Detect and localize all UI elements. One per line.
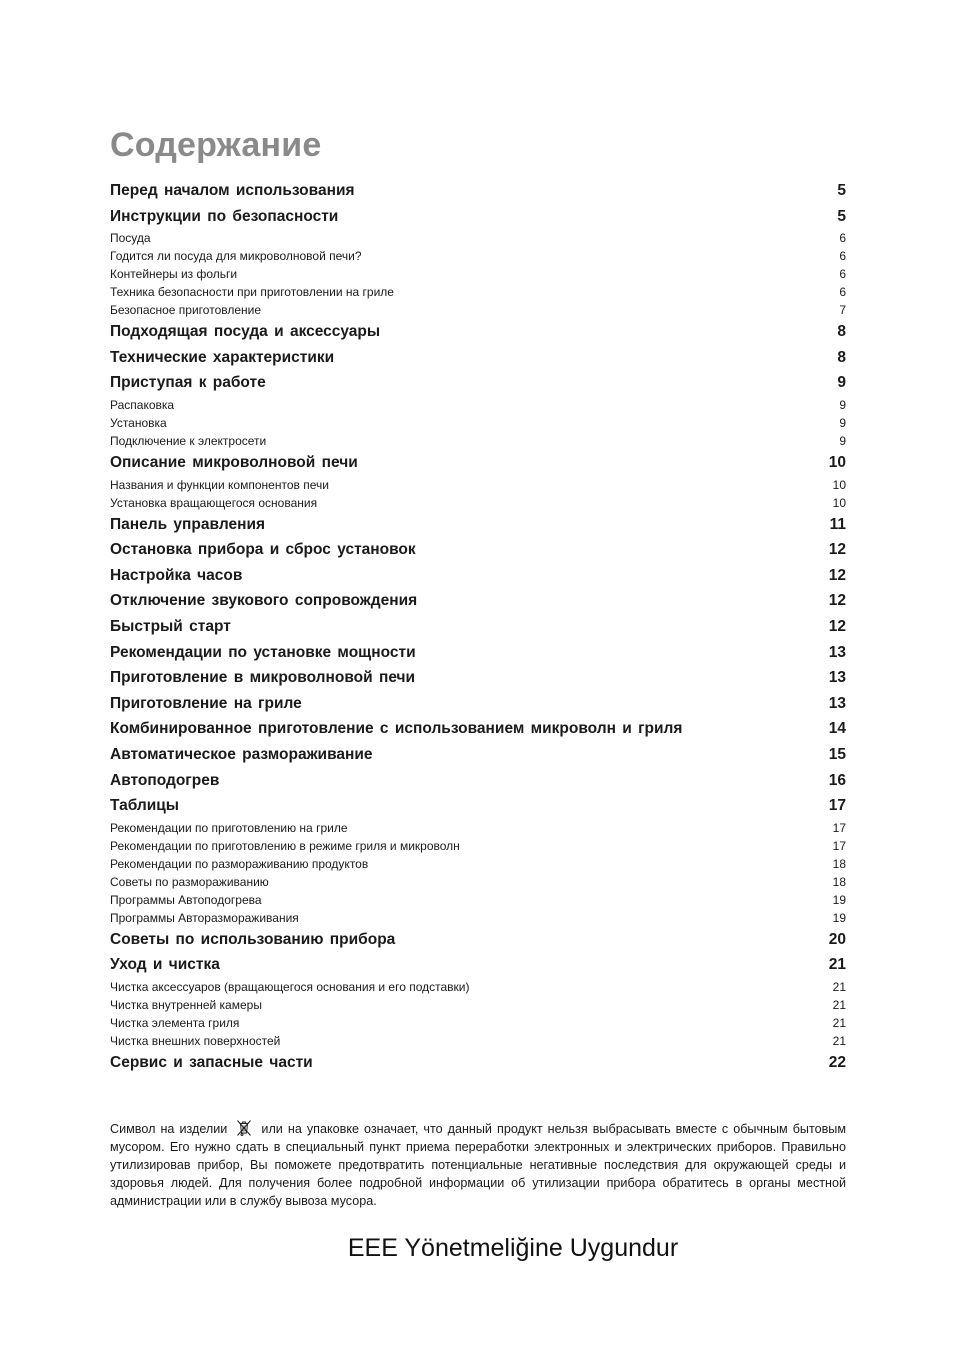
- toc-entry-label: Инструкции по безопасности: [110, 207, 339, 225]
- toc-entry-label: Чистка аксессуаров (вращающегося основания и его подставки): [110, 979, 470, 994]
- toc-subentry[interactable]: [110, 476, 846, 494]
- toc-entry-label: Отключение звукового сопровождения: [110, 592, 418, 610]
- toc-entry-label: Установка: [110, 415, 167, 430]
- toc-page-number: 6: [839, 285, 846, 300]
- toc-subentry[interactable]: [110, 247, 846, 265]
- toc-entry[interactable]: [110, 204, 846, 230]
- toc-entry[interactable]: [110, 927, 846, 953]
- toc-page-number: 10: [832, 477, 846, 492]
- toc-page-number: 9: [839, 433, 846, 448]
- toc-page-number: 10: [832, 495, 846, 510]
- toc-entry-label: Подключение к электросети: [110, 433, 267, 448]
- toc-page-number: 11: [829, 515, 846, 533]
- toc-page-number: 21: [832, 1033, 846, 1048]
- compliance-text: EEE Yönetmeliğine Uygundur: [347, 1234, 679, 1262]
- toc-page-number: 7: [839, 303, 846, 318]
- toc-subentry[interactable]: [110, 978, 846, 996]
- compliance-footer: [0, 1234, 954, 1263]
- toc-entry[interactable]: [110, 512, 846, 538]
- toc-entry-label: Панель управления: [110, 515, 266, 533]
- toc-page-number: 14: [828, 720, 846, 738]
- toc-page-number: 13: [828, 669, 846, 687]
- toc-page-number: 16: [828, 771, 846, 789]
- toc-page-number: 13: [828, 643, 846, 661]
- toc-entry-label: Рекомендации по приготовлению на гриле: [110, 820, 348, 835]
- toc-subentry[interactable]: [110, 909, 846, 927]
- toc-entry[interactable]: [110, 768, 846, 794]
- toc-page-number: 19: [832, 910, 846, 925]
- toc-entry-label: Установка вращающегося основания: [110, 495, 318, 510]
- toc-page-number: 13: [828, 694, 846, 712]
- toc-page-number: 5: [837, 207, 846, 225]
- toc-entry-label: Быстрый старт: [110, 617, 231, 635]
- toc-entry-label: Приготовление в микроволновой печи: [110, 669, 416, 687]
- toc-entry-label: Описание микроволновой печи: [110, 453, 358, 471]
- toc-subentry[interactable]: [110, 414, 846, 432]
- toc-subentry[interactable]: [110, 873, 846, 891]
- toc-subentry[interactable]: [110, 996, 846, 1014]
- toc-entry[interactable]: [110, 1050, 846, 1076]
- toc-subentry[interactable]: [110, 1014, 846, 1032]
- toc-entry-label: Приступая к работе: [110, 374, 266, 392]
- toc-page-number: 9: [839, 397, 846, 412]
- toc-page-number: 21: [832, 997, 846, 1012]
- toc-page-number: 9: [839, 415, 846, 430]
- page-title: Содержание: [110, 126, 322, 164]
- toc-page-number: 15: [828, 745, 846, 763]
- toc-entry-label: Годится ли посуда для микроволновой печи?: [110, 249, 362, 264]
- toc-page-number: 5: [837, 182, 846, 199]
- toc-subentry[interactable]: [110, 1032, 846, 1050]
- toc-entry-label: Советы по размораживанию: [110, 874, 269, 889]
- toc-subentry[interactable]: [110, 432, 846, 450]
- toc-entry-label: Рекомендации по размораживанию продуктов: [110, 856, 369, 871]
- toc-page-number: 22: [828, 1053, 846, 1071]
- toc-page-number: 18: [832, 874, 846, 889]
- notice-text-rest: или на упаковке означает, что данный продукт нельзя выбрасывать вместе с обычным бытовым мусором. Его нужно сдать в специальный пункт приема переработки электронных и электрических приборов. Правильно утилизировав прибор, Вы поможете предотвратить потенциальные негативные последствия для окружающей среды и здоровья людей. Для получения более подробной информации об утилизации прибора обратитесь в органы местной администрации или в службу вывоза мусора.: [110, 1122, 847, 1208]
- toc-subentry[interactable]: [110, 301, 846, 319]
- toc-page-number: 17: [832, 820, 846, 835]
- toc-page-number: 19: [832, 892, 846, 907]
- toc-entry-label: Советы по использованию прибора: [110, 930, 396, 948]
- toc-page-number: 18: [832, 856, 846, 871]
- toc-entry[interactable]: [110, 319, 846, 345]
- crossed-out-wheelie-bin-icon: [236, 1119, 252, 1137]
- toc-entry[interactable]: [110, 178, 846, 204]
- toc-entry-label: Автоматическое размораживание: [110, 745, 373, 763]
- toc-subentry[interactable]: [110, 229, 846, 247]
- toc-entry-label: Распаковка: [110, 397, 175, 412]
- toc-page-number: 8: [837, 348, 846, 366]
- toc-page-number: 6: [839, 249, 846, 264]
- toc-entry[interactable]: [110, 588, 846, 614]
- toc-entry[interactable]: [110, 793, 846, 819]
- toc-entry-label: Рекомендации по установке мощности: [110, 643, 416, 661]
- toc-subentry[interactable]: [110, 891, 846, 909]
- toc-entry[interactable]: [110, 716, 846, 742]
- toc-entry-label: Чистка внутренней камеры: [110, 997, 262, 1012]
- toc-entry-label: Технические характеристики: [110, 348, 335, 366]
- toc-page-number: 6: [839, 267, 846, 282]
- toc-subentry[interactable]: [110, 265, 846, 283]
- toc-page-number: 12: [828, 617, 846, 635]
- toc-page-number: 8: [837, 323, 846, 341]
- toc-entry-label: Чистка внешних поверхностей: [110, 1033, 281, 1048]
- toc-entry[interactable]: [110, 450, 846, 476]
- toc-entry-label: Автоподогрев: [110, 771, 220, 789]
- toc-entry[interactable]: [110, 952, 846, 978]
- toc-entry[interactable]: [110, 691, 846, 717]
- toc-entry[interactable]: [110, 370, 846, 396]
- toc-entry-label: Подходящая посуда и аксессуары: [110, 323, 381, 341]
- toc-entry-label: Контейнеры из фольги: [110, 267, 238, 282]
- toc-subentry[interactable]: [110, 837, 846, 855]
- toc-entry[interactable]: [110, 742, 846, 768]
- toc-entry-label: Чистка элемента гриля: [110, 1015, 240, 1030]
- toc-page-number: 20: [828, 930, 846, 948]
- toc-page-number: 12: [828, 541, 846, 559]
- toc-entry-label: Комбинированное приготовление с использованием микроволн и гриля: [110, 720, 683, 738]
- toc-entry-label: Перед началом использования: [110, 182, 355, 199]
- toc-page-number: 12: [828, 566, 846, 584]
- disposal-notice: [110, 1120, 846, 1210]
- toc-page-number: 9: [837, 374, 846, 392]
- toc-entry-label: Уход и чистка: [110, 956, 220, 974]
- toc-subentry[interactable]: [110, 494, 846, 512]
- toc-entry[interactable]: [110, 665, 846, 691]
- toc-page-number: 17: [828, 797, 846, 815]
- toc-entry[interactable]: [110, 563, 846, 589]
- table-of-contents: [110, 178, 846, 1075]
- toc-subentry[interactable]: [110, 283, 846, 301]
- toc-entry-label: Настройка часов: [110, 566, 243, 584]
- toc-page-number: 6: [839, 231, 846, 246]
- toc-subentry[interactable]: [110, 855, 846, 873]
- toc-subentry[interactable]: [110, 396, 846, 414]
- toc-entry-label: Программы Автоподогрева: [110, 892, 262, 907]
- toc-entry-label: Посуда: [110, 231, 151, 246]
- notice-text-start: Символ на изделии: [110, 1122, 228, 1136]
- toc-entry[interactable]: [110, 640, 846, 666]
- toc-entry-label: Сервис и запасные части: [110, 1053, 313, 1071]
- toc-entry-label: Остановка прибора и сброс установок: [110, 541, 416, 559]
- toc-page-number: 12: [828, 592, 846, 610]
- toc-page-number: 21: [832, 979, 846, 994]
- toc-entry-label: Приготовление на гриле: [110, 694, 302, 712]
- toc-entry[interactable]: [110, 345, 846, 371]
- toc-entry-label: Рекомендации по приготовлению в режиме гриля и микроволн: [110, 838, 460, 853]
- toc-entry[interactable]: [110, 537, 846, 563]
- toc-entry-label: Названия и функции компонентов печи: [110, 477, 329, 492]
- toc-page-number: 10: [828, 453, 846, 471]
- toc-page-number: 17: [832, 838, 846, 853]
- toc-entry-label: Безопасное приготовление: [110, 303, 262, 318]
- toc-entry[interactable]: [110, 614, 846, 640]
- toc-entry-label: Таблицы: [110, 797, 180, 815]
- toc-page-number: 21: [828, 956, 846, 974]
- toc-subentry[interactable]: [110, 819, 846, 837]
- toc-entry-label: Программы Авторазмораживания: [110, 910, 299, 925]
- toc-entry-label: Техника безопасности при приготовлении на гриле: [110, 285, 394, 300]
- toc-page-number: 21: [832, 1015, 846, 1030]
